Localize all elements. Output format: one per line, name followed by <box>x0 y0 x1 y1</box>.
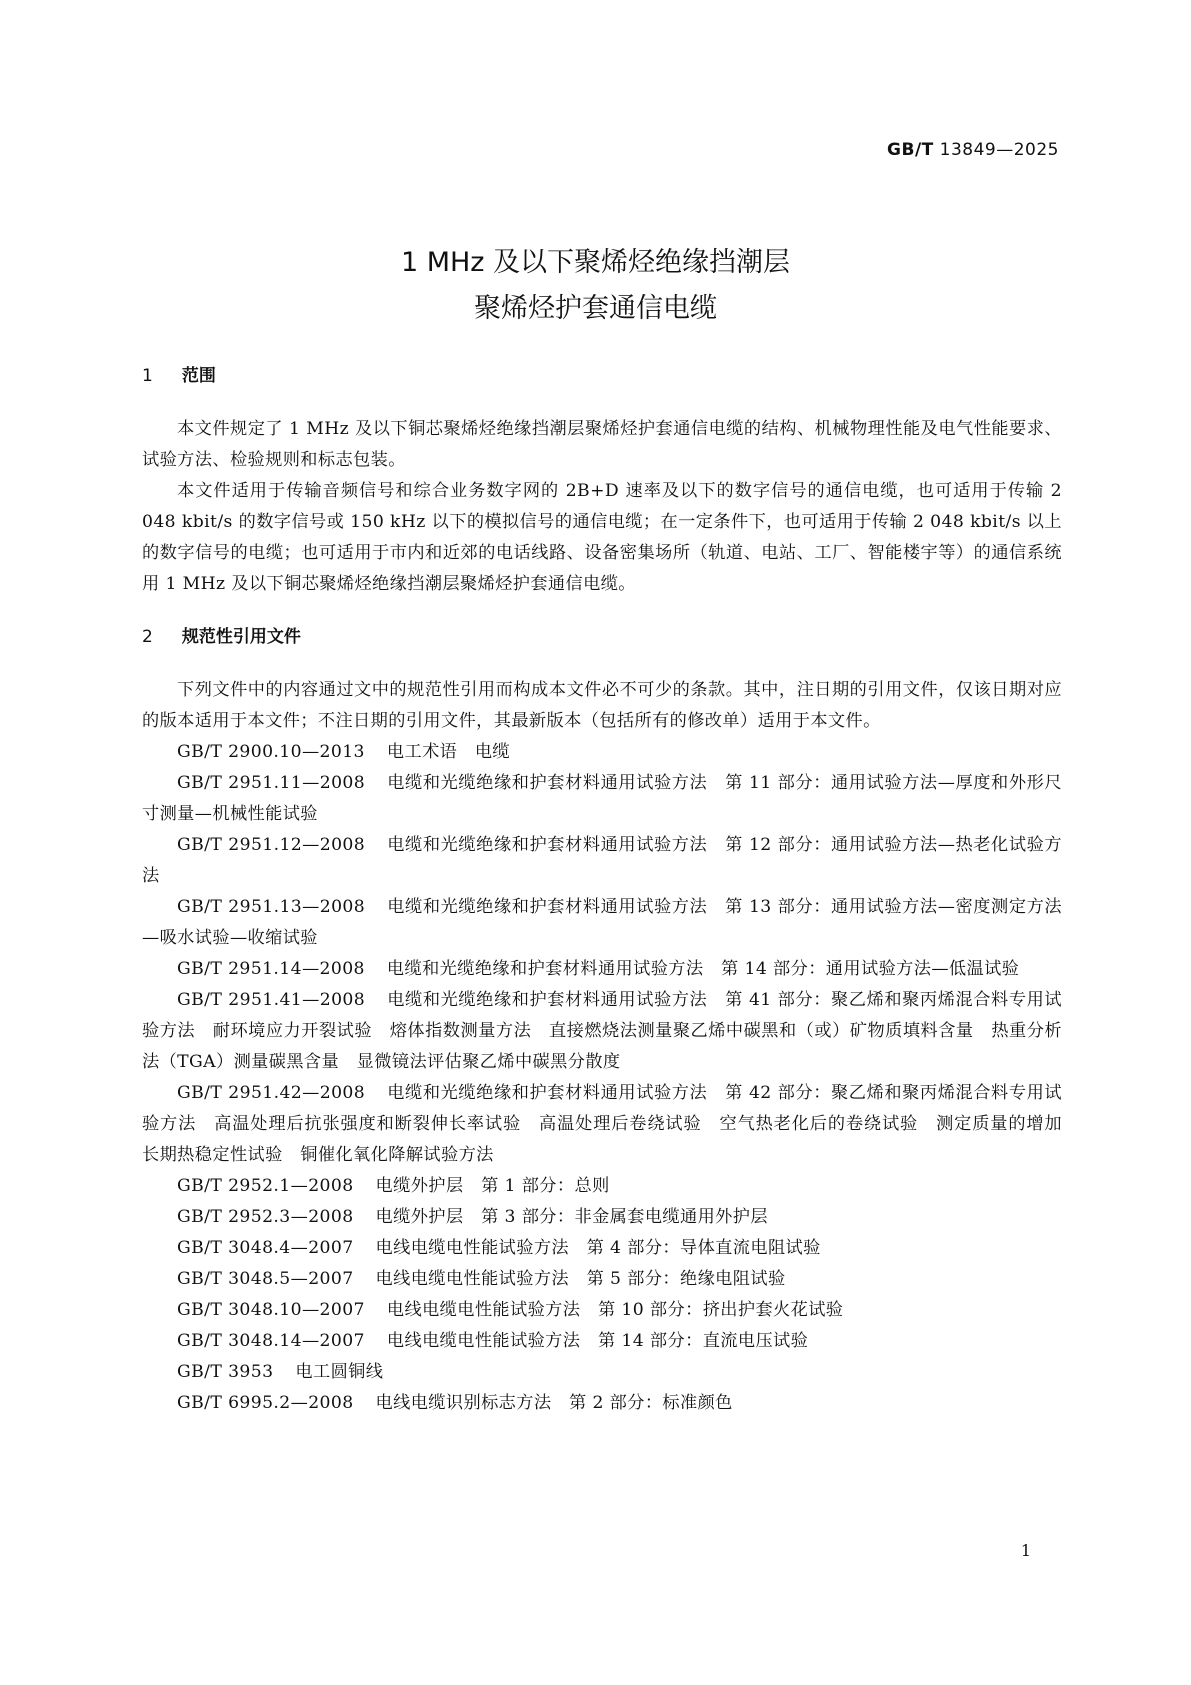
document-code-number: 13849—2025 <box>939 140 1059 160</box>
section-2-body <box>142 675 1080 1419</box>
section-1-paragraph: 本文件适用于传输音频信号和综合业务数字网的 2B+D 速率及以下的数字信号的通信电缆，也可适用于传输 2 048 kbit/s 的数字信号或 150 kHz 以下的模拟信号的通信电缆；在一定条件下，也可适用于传输 2 048 kbit/s 以上的数字信号的电缆；也可适用于市内和近郊的电话线路、设备密集场所（轨道、电站、工厂、智能楼宇等）的通信系统用 1 MHz 及以下铜芯聚烯烃绝缘挡潮层聚烯烃护套通信电缆。 <box>142 481 1062 594</box>
section-2-number: 2 <box>142 627 153 647</box>
reference-item: GB/T 3048.5—2007 电线电缆电性能试验方法 第 5 部分：绝缘电阻试验 <box>177 1269 786 1289</box>
document-code-prefix: GB/T <box>887 140 934 160</box>
reference-item: GB/T 2951.11—2008 电缆和光缆绝缘和护套材料通用试验方法 第 11 部分：通用试验方法—厚度和外形尺寸测量—机械性能试验 <box>142 773 1062 824</box>
reference-item: GB/T 2900.10—2013 电工术语 电缆 <box>177 742 511 762</box>
document-title <box>0 240 1191 332</box>
reference-item: GB/T 2951.13—2008 电缆和光缆绝缘和护套材料通用试验方法 第 13 部分：通用试验方法—密度测定方法—吸水试验—收缩试验 <box>142 897 1062 948</box>
reference-item: GB/T 3048.4—2007 电线电缆电性能试验方法 第 4 部分：导体直流电阻试验 <box>177 1238 821 1258</box>
reference-item: GB/T 2952.1—2008 电缆外护层 第 1 部分：总则 <box>177 1176 610 1196</box>
reference-list <box>142 737 1080 1419</box>
section-1-heading <box>142 361 216 386</box>
section-1-title: 范围 <box>181 366 216 386</box>
title-line-2: 聚烯烃护套通信电缆 <box>474 293 717 324</box>
reference-item: GB/T 6995.2—2008 电线电缆识别标志方法 第 2 部分：标准颜色 <box>177 1393 733 1413</box>
reference-item: GB/T 3953 电工圆铜线 <box>177 1362 384 1382</box>
reference-item: GB/T 2952.3—2008 电缆外护层 第 3 部分：非金属套电缆通用外护层 <box>177 1207 768 1227</box>
reference-item: GB/T 3048.14—2007 电线电缆电性能试验方法 第 14 部分：直流电压试验 <box>177 1331 809 1351</box>
section-1-paragraph: 本文件规定了 1 MHz 及以下铜芯聚烯烃绝缘挡潮层聚烯烃护套通信电缆的结构、机械物理性能及电气性能要求、试验方法、检验规则和标志包装。 <box>142 419 1062 470</box>
reference-item: GB/T 2951.42—2008 电缆和光缆绝缘和护套材料通用试验方法 第 42 部分：聚乙烯和聚丙烯混合料专用试验方法 高温处理后抗张强度和断裂伸长率试验 高温处理后卷绕试验 空气热老化后的卷绕试验 测定质量的增加 长期热稳定性试验 铜催化氧化降解试验方法 <box>142 1083 1080 1165</box>
section-1-number: 1 <box>142 366 153 386</box>
page-number: 1 <box>1020 1541 1031 1560</box>
section-2-intro: 下列文件中的内容通过文中的规范性引用而构成本文件必不可少的条款。其中，注日期的引用文件，仅该日期对应的版本适用于本文件；不注日期的引用文件，其最新版本（包括所有的修改单）适用于本文件。 <box>142 680 1062 731</box>
title-line-1: 1 MHz 及以下聚烯烃绝缘挡潮层 <box>400 247 791 278</box>
section-2-title: 规范性引用文件 <box>181 627 301 647</box>
reference-item: GB/T 2951.41—2008 电缆和光缆绝缘和护套材料通用试验方法 第 41 部分：聚乙烯和聚丙烯混合料专用试验方法 耐环境应力开裂试验 熔体指数测量方法 直接燃烧法测量聚乙烯中碳黑和（或）矿物质填料含量 热重分析法（TGA）测量碳黑含量 显微镜法评估聚乙烯中碳黑分散度 <box>142 990 1062 1072</box>
section-1-body <box>142 414 1062 600</box>
reference-item: GB/T 2951.14—2008 电缆和光缆绝缘和护套材料通用试验方法 第 14 部分：通用试验方法—低温试验 <box>177 959 1020 979</box>
reference-item: GB/T 3048.10—2007 电线电缆电性能试验方法 第 10 部分：挤出护套火花试验 <box>177 1300 844 1320</box>
section-2-heading <box>142 622 301 647</box>
document-code <box>887 140 1059 160</box>
reference-item: GB/T 2951.12—2008 电缆和光缆绝缘和护套材料通用试验方法 第 12 部分：通用试验方法—热老化试验方法 <box>142 835 1062 886</box>
